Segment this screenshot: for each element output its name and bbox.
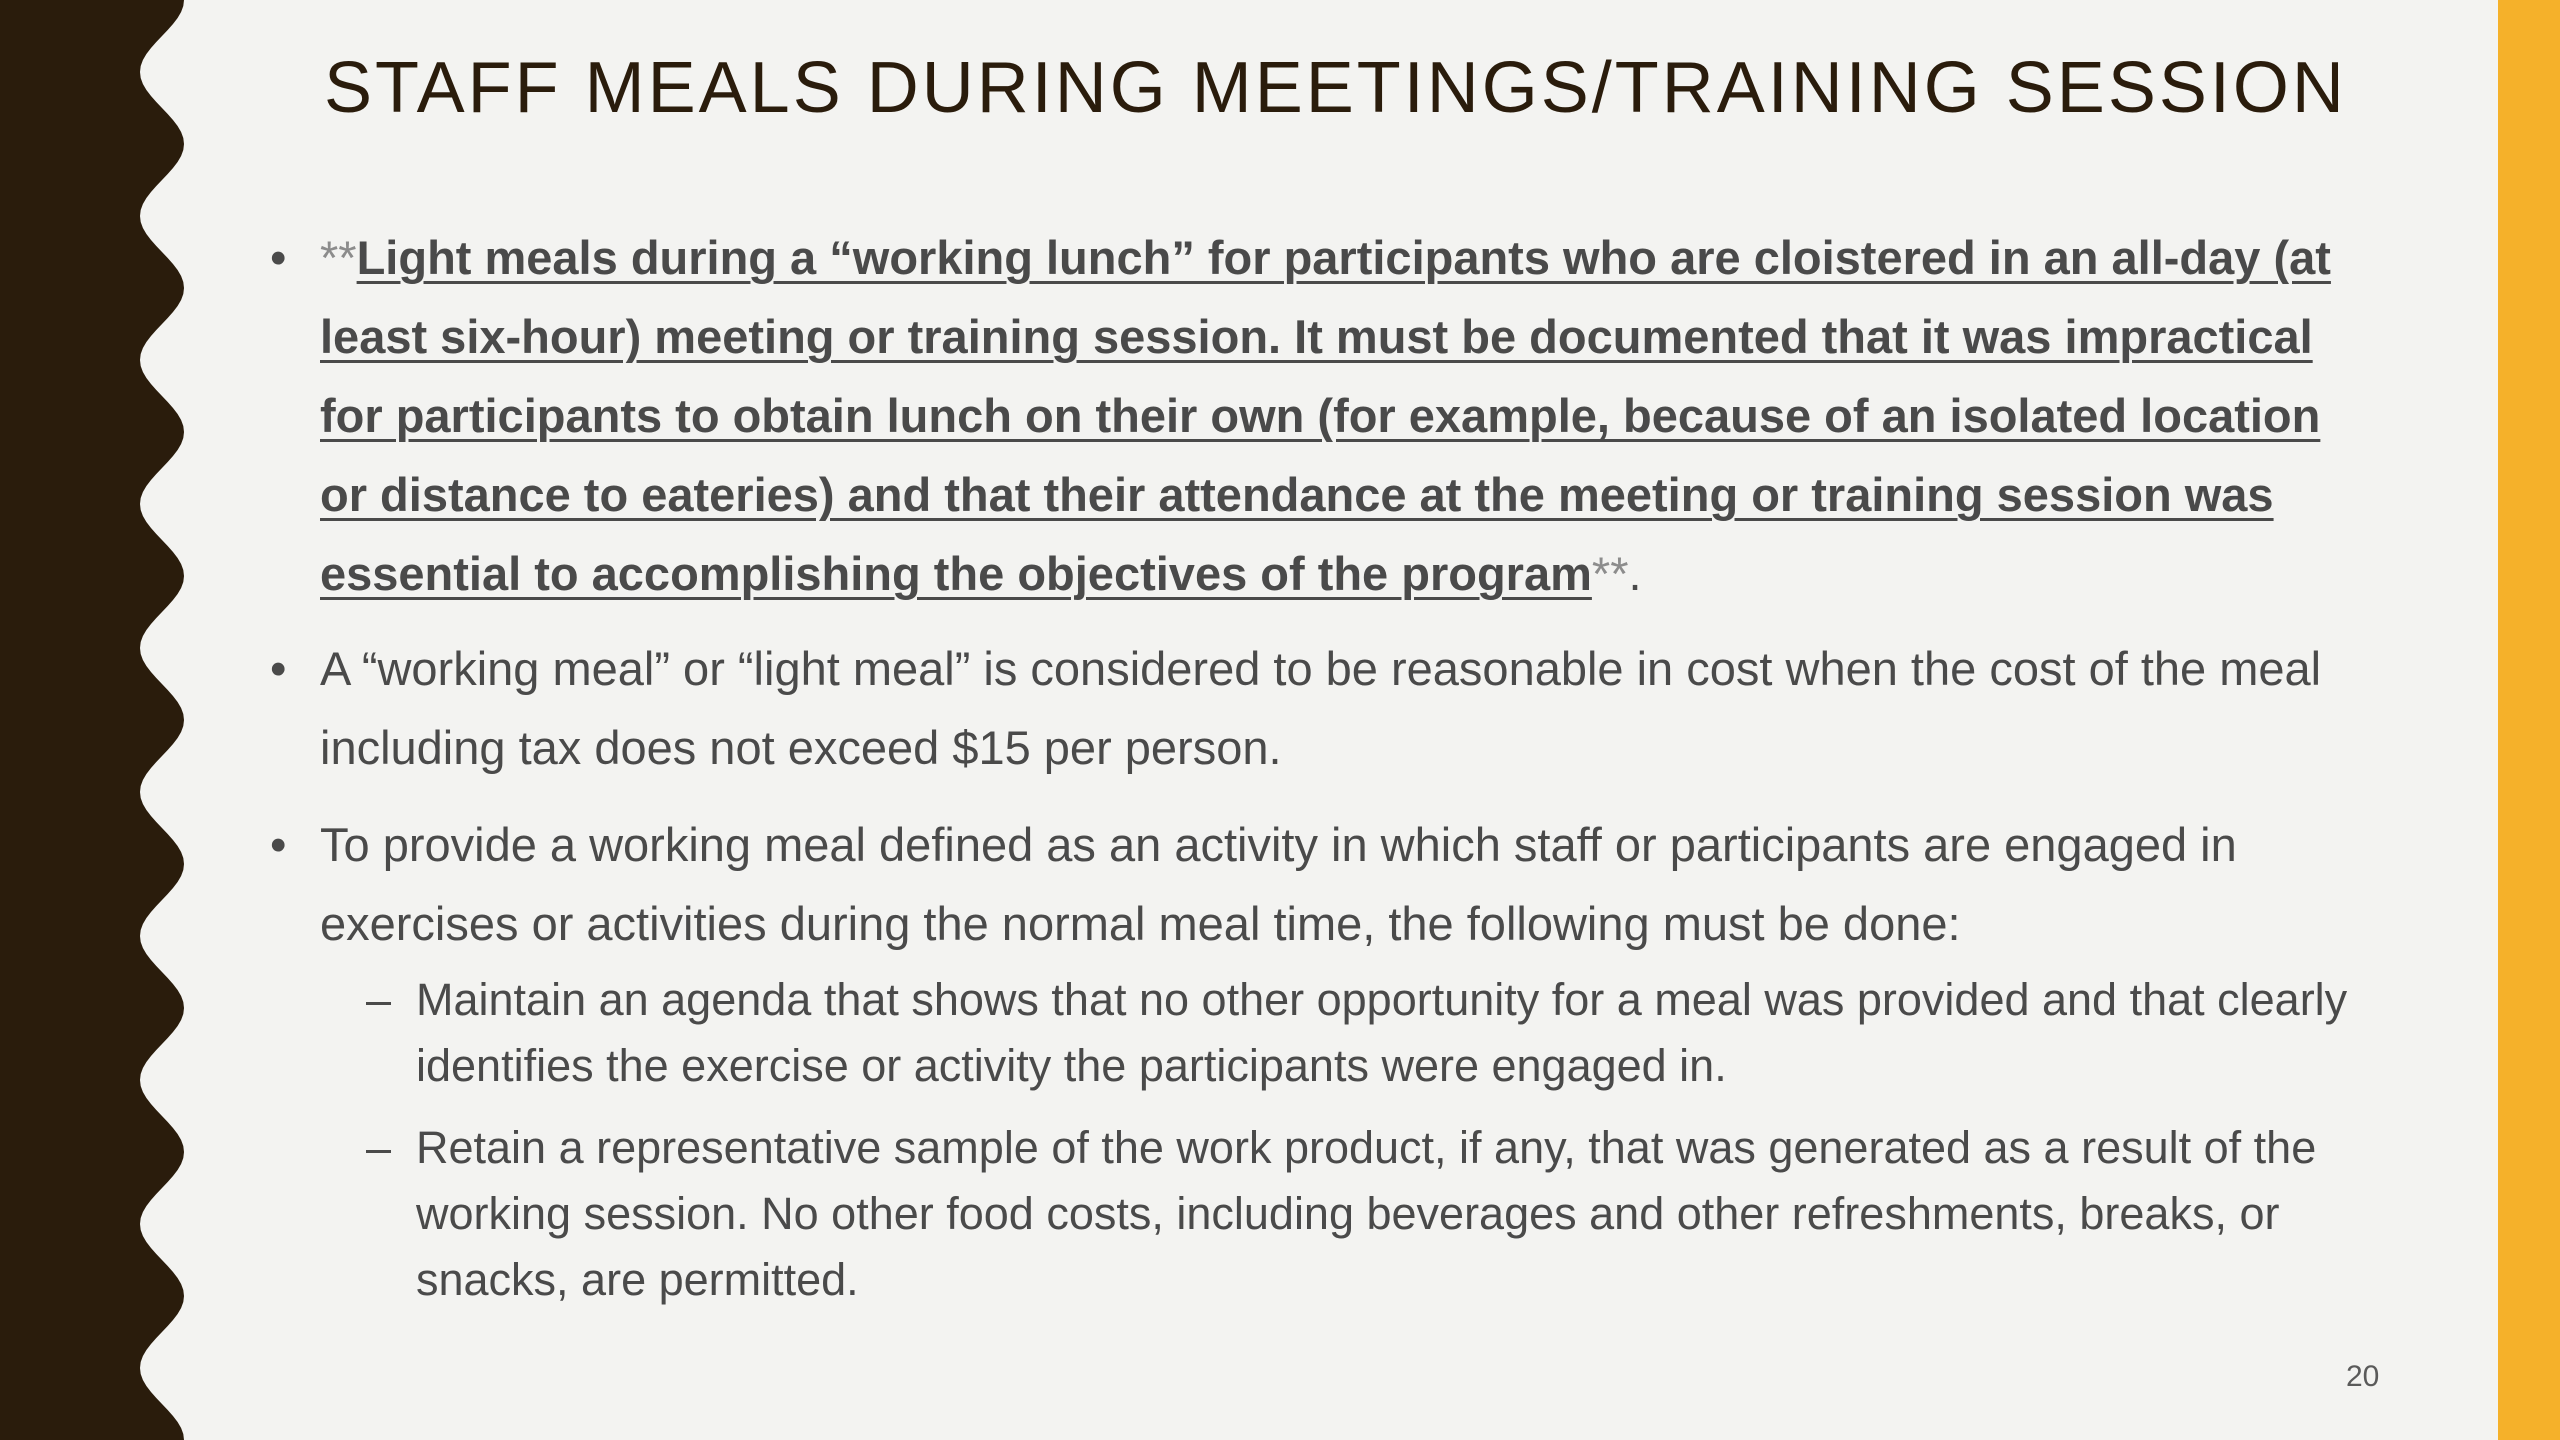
bullet-marker: • (270, 818, 287, 871)
working-meal-requirements (270, 967, 2350, 1313)
slide-title: STAFF MEALS DURING MEETINGS/TRAINING SESSION (324, 48, 2347, 128)
asterisk-prefix: ** (320, 231, 357, 284)
left-wavy-band (0, 0, 200, 1440)
sub-item-agenda (366, 967, 2350, 1099)
page-number: 20 (2346, 1360, 2380, 1393)
bullet-marker: • (270, 231, 287, 284)
asterisk-suffix: ** (1591, 547, 1629, 600)
sentence-end: . (1628, 547, 1642, 600)
dash-marker: – (366, 974, 392, 1025)
bullet-light-meals (270, 218, 2350, 613)
working-meal-text: To provide a working meal defined as an activity in which staff or participants are engaged in exercises or activities during the normal meal time, the following must be done: (320, 818, 2237, 950)
bullet-marker: • (270, 642, 287, 695)
dash-marker: – (366, 1122, 392, 1173)
bullet-working-meal (270, 805, 2350, 963)
work-product-text: Retain a representative sample of the work product, if any, that was generated as a result of the working session. No other food costs, including beverages and other refreshments, breaks, or snacks, are permitted. (416, 1122, 2317, 1305)
slide-content (270, 218, 2350, 1329)
agenda-text: Maintain an agenda that shows that no other opportunity for a meal was provided and that clearly identifies the exercise or activity the participants were engaged in. (416, 974, 2348, 1091)
sub-item-work-product (366, 1115, 2350, 1313)
right-accent-band (2498, 0, 2560, 1440)
bullet-cost-limit (270, 629, 2350, 787)
light-meals-text: Light meals during a “working lunch” for participants who are cloistered in an all-day (at least six-hour) meeting or training session. It must be documented that it was impractical for participants to obtain lunch on their own (for example, because of an isolated location or distance to eateries) and that their attendance at the meeting or training session was essential to accomplishing the objectives of the program (320, 231, 2331, 600)
cost-limit-text: A “working meal” or “light meal” is considered to be reasonable in cost when the cost of the meal including tax does not exceed $15 per person. (320, 642, 2322, 774)
